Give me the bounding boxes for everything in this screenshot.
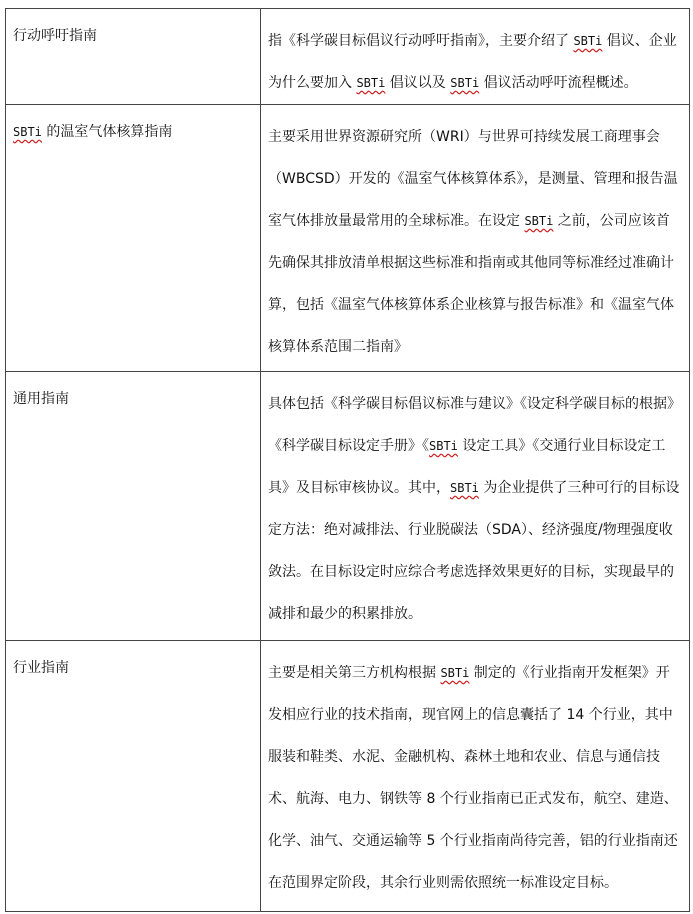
term-label: 通用指南 (13, 391, 69, 407)
sbti-term: SBTi (429, 439, 458, 453)
term-cell (6, 9, 261, 105)
description-cell (261, 105, 690, 372)
sbti-term: SBTi (573, 34, 603, 48)
description-text: 主要采用世界资源研究所（WRI）与世界可持续发展工商理事会（WBCSD）开发的《温室气体核算体系》，是测量、管理和报告温室气体排放量最常用的全球标准。在设定 SBTi 之前，公司应该首先确保其排放清单根据这些标准和指南或其他同等标准经过准确计算，包括《温室气体核算体系企业核算与报告标准》和《温室气体核算体系范围二指南》 (268, 129, 678, 355)
sbti-term: SBTi (524, 214, 554, 228)
table-row (6, 372, 690, 641)
term-cell (6, 641, 261, 912)
sbti-term: SBTi (440, 666, 470, 680)
term-label: 行业指南 (13, 660, 69, 676)
term-cell (6, 372, 261, 641)
description-text: 主要是相关第三方机构根据 SBTi 制定的《行业指南开发框架》开发相应行业的技术指南，现官网上的信息囊括了 14 个行业，其中服装和鞋类、水泥、金融机构、森林土地和农业、信息与通信技术、航海、电力、钢铁等 8 个行业指南已正式发布，航空、建造、化学、油气、交通运输等 5 个行业指南尚待完善，铝的行业指南还在范围界定阶段，其余行业则需依照统一标准设定目标。 (268, 665, 678, 891)
description-text: 指《科学碳目标倡议行动呼吁指南》，主要介绍了 SBTi 倡议、企业为什么要加入 SBTi 倡议以及 SBTi 倡议活动呼吁流程概述。 (268, 33, 677, 91)
guides-table (5, 8, 690, 912)
term-code: SBTi (13, 125, 42, 139)
sbti-term: SBTi (450, 76, 480, 90)
description-text: 具体包括《科学碳目标倡议标准与建议》《设定科学碳目标的根据》《科学碳目标设定手册》《SBTi 设定工具》《交通行业目标设定工具》及目标审核协议。其中，SBTi 为企业提供了三种可行的目标设定方法：绝对减排法、行业脱碳法（SDA）、经济强度/物理强度收敛法。在目标设定时应综合考虑选择效果更好的目标，实现最早的减排和最少的积累排放。 (268, 396, 681, 622)
table-row (6, 641, 690, 912)
term-rest: 的温室气体核算指南 (41, 124, 173, 140)
sbti-term: SBTi (450, 481, 479, 495)
table-row (6, 9, 690, 105)
description-cell (261, 9, 690, 105)
term-label (6, 105, 260, 142)
sbti-term: SBTi (356, 76, 386, 90)
table-row (6, 105, 690, 372)
term-cell (6, 105, 261, 372)
term-label: 行动呼吁指南 (13, 28, 97, 44)
description-cell (261, 372, 690, 641)
description-cell (261, 641, 690, 912)
